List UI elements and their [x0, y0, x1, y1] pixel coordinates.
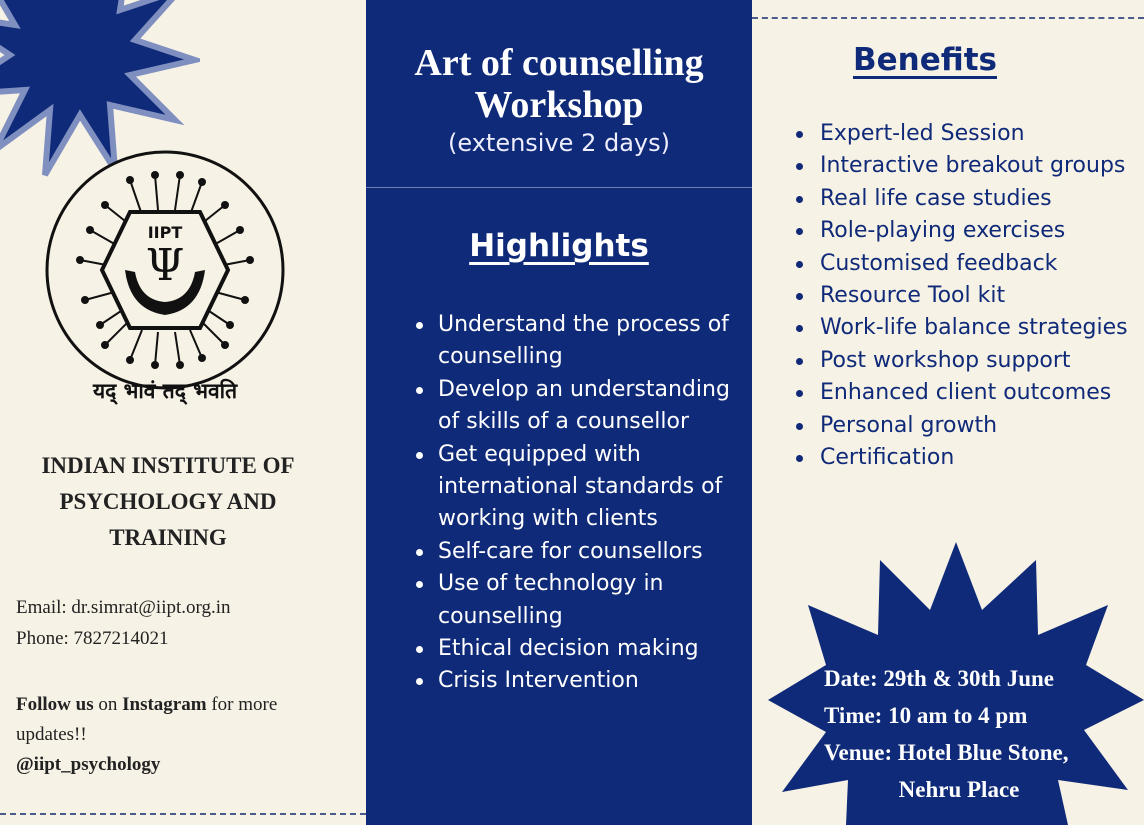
list-item: Role-playing exercises	[794, 215, 1134, 247]
list-item: Certification	[794, 442, 1134, 474]
list-item: Expert-led Session	[794, 118, 1134, 150]
org-name-line-2: PSYCHOLOGY AND	[59, 489, 277, 514]
list-item: Develop an understanding of skills of a counsellor	[414, 374, 744, 439]
list-item: Ethical decision making	[414, 633, 744, 665]
list-item: Real life case studies	[794, 183, 1134, 215]
list-item: Personal growth	[794, 410, 1134, 442]
list-item: Interactive breakout groups	[794, 150, 1134, 182]
motto-text: यद् भावं तद् भवति	[92, 379, 238, 403]
organization-name	[10, 448, 326, 556]
benefits-list	[794, 118, 1134, 474]
list-item: Get equipped with international standards of working with clients	[414, 439, 744, 536]
event-venue: Venue: Hotel Blue Stone,	[824, 740, 1069, 765]
workshop-title	[366, 0, 752, 126]
highlights-heading: Highlights	[469, 228, 649, 264]
event-time: Time: 10 am to 4 pm	[824, 703, 1028, 728]
follow-on: on	[93, 694, 123, 715]
follow-rest: for more updates!!	[16, 694, 278, 745]
iipt-logo	[30, 150, 300, 420]
list-item: Use of technology in counselling	[414, 568, 744, 633]
right-panel	[752, 0, 1144, 825]
event-date: Date: 29th & 30th June	[824, 666, 1054, 691]
workshop-subtitle: (extensive 2 days)	[448, 129, 670, 157]
highlights-list	[414, 309, 744, 698]
workshop-title-line-1: Art of counselling	[414, 42, 704, 84]
org-name-line-3: TRAINING	[109, 525, 227, 550]
event-venue-line-2: Nehru Place	[898, 777, 1020, 802]
instagram-label: Instagram	[122, 694, 207, 715]
logo-text: IIPT	[147, 223, 183, 242]
org-name-line-1: INDIAN INSTITUTE OF	[41, 453, 295, 478]
event-details	[824, 660, 1124, 808]
phone-text[interactable]: Phone: 7827214021	[16, 628, 169, 649]
email-text[interactable]: Email: dr.simrat@iipt.org.in	[16, 597, 231, 618]
psi-symbol: Ψ	[145, 240, 185, 291]
benefits-heading: Benefits	[853, 42, 997, 78]
list-item: Resource Tool kit	[794, 280, 1134, 312]
instagram-handle[interactable]: @iipt_psychology	[16, 754, 161, 775]
workshop-title-line-2: Workshop	[474, 84, 644, 126]
dashed-divider	[0, 813, 366, 815]
workshop-title-block	[366, 0, 752, 188]
list-item: Enhanced client outcomes	[794, 377, 1134, 409]
list-item: Crisis Intervention	[414, 665, 744, 697]
list-item: Understand the process of counselling	[414, 309, 744, 374]
middle-panel	[366, 0, 752, 825]
contact-info	[16, 592, 231, 654]
list-item: Customised feedback	[794, 248, 1134, 280]
follow-us-text	[16, 690, 346, 780]
list-item: Post workshop support	[794, 345, 1134, 377]
left-panel	[0, 0, 366, 825]
follow-label: Follow us	[16, 694, 94, 715]
dashed-divider	[752, 17, 1144, 19]
list-item: Work-life balance strategies	[794, 312, 1134, 344]
list-item: Self-care for counsellors	[414, 536, 744, 568]
